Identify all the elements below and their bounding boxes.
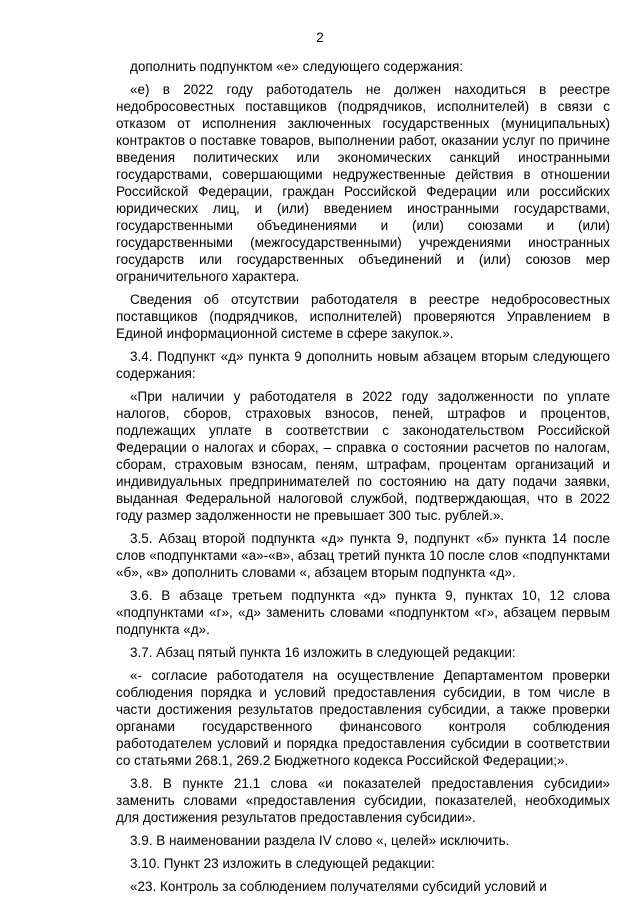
paragraph-3-9: 3.9. В наименовании раздела IV слово «, целей» исключить. [130,833,510,848]
paragraph-3-4: 3.4. Подпункт «д» пункта 9 дополнить новым абзацем вторым следующего содержания: [116,349,610,381]
paragraph-3-6: 3.6. В абзаце третьем подпункта «д» пункта 9, пунктах 10, 12 слова «подпунктами «г», «д» заменить словами «подпунктом «г», абзацем первым подпункта «д». [116,588,610,637]
document-body [116,58,610,901]
paragraph-amend-intro: дополнить подпунктом «е» следующего содержания: [130,59,464,74]
paragraph-3-5: 3.5. Абзац второй подпункта «д» пункта 9, подпункт «б» пункта 14 после слов «подпунктами «а»-«в», абзац третий пункта 10 после слов «подпунктами «б», «в» дополнить словами «, абзацем вторым подпункта «д». [116,531,610,580]
paragraph-consent: «- согласие работодателя на осуществление Департаментом проверки соблюдения порядка и условий предоставления субсидии, в том числе в части достижения результатов предоставления субсидии, а также проверки органами государственного финансового контроля соблюдения работодателем условий и порядка предоставления субсидии в соответствии со статьями 268.1, 269.2 Бюджетного кодекса Российской Федерации;». [116,668,610,768]
paragraph-3-8: 3.8. В пункте 21.1 слова «и показателей предоставления субсидии» заменить словами «предоставления субсидии, показателей, необходимых для достижения результатов предоставления субсидии». [116,776,610,825]
paragraph-subitem-e: «е) в 2022 году работодатель не должен находиться в реестре недобросовестных поставщиков (подрядчиков, исполнителей) в связи с отказом от исполнения заключенных государственных (муниципальных) контрактов о поставке товаров, выполнении работ, оказании услуг по причине введения политических или экономических санкций иностранными государствами, совершающими недружественные действия в отношении Российской Федерации, граждан Российской Федерации или российских юридических лиц, и (или) введением иностранными государствами, государственными объединениями и (или) союзами и (или) государственными (межгосударственными) учреждениями иностранных государств или государственных объединений и (или) союзов мер ограничительного характера. [116,82,610,284]
paragraph-item-23: «23. Контроль за соблюдением получателями субсидий условий и [130,879,547,894]
paragraph-registry-check: Сведения об отсутствии работодателя в реестре недобросовестных поставщиков (подрядчиков, исполнителей) проверяются Управлением в Единой информационной системе в сфере закупок.». [116,292,610,341]
page-number: 2 [316,30,324,45]
paragraph-3-10: 3.10. Пункт 23 изложить в следующей редакции: [130,856,435,871]
paragraph-tax-debt: «При наличии у работодателя в 2022 году задолженности по уплате налогов, сборов, страховых взносов, пеней, штрафов и процентов, подлежащих уплате в соответствии с законодательством Российской Федерации о налогах и сборах, – справка о состоянии расчетов по налогам, сборам, страховым взносам, пеням, штрафам, процентам организаций и индивидуальных предпринимателей по состоянию на дату подачи заявки, выданная Федеральной налоговой службой, подтверждающая, что в 2022 году размер задолженности не превышает 300 тыс. рублей.». [116,389,610,523]
paragraph-3-7: 3.7. Абзац пятый пункта 16 изложить в следующей редакции: [130,645,516,660]
